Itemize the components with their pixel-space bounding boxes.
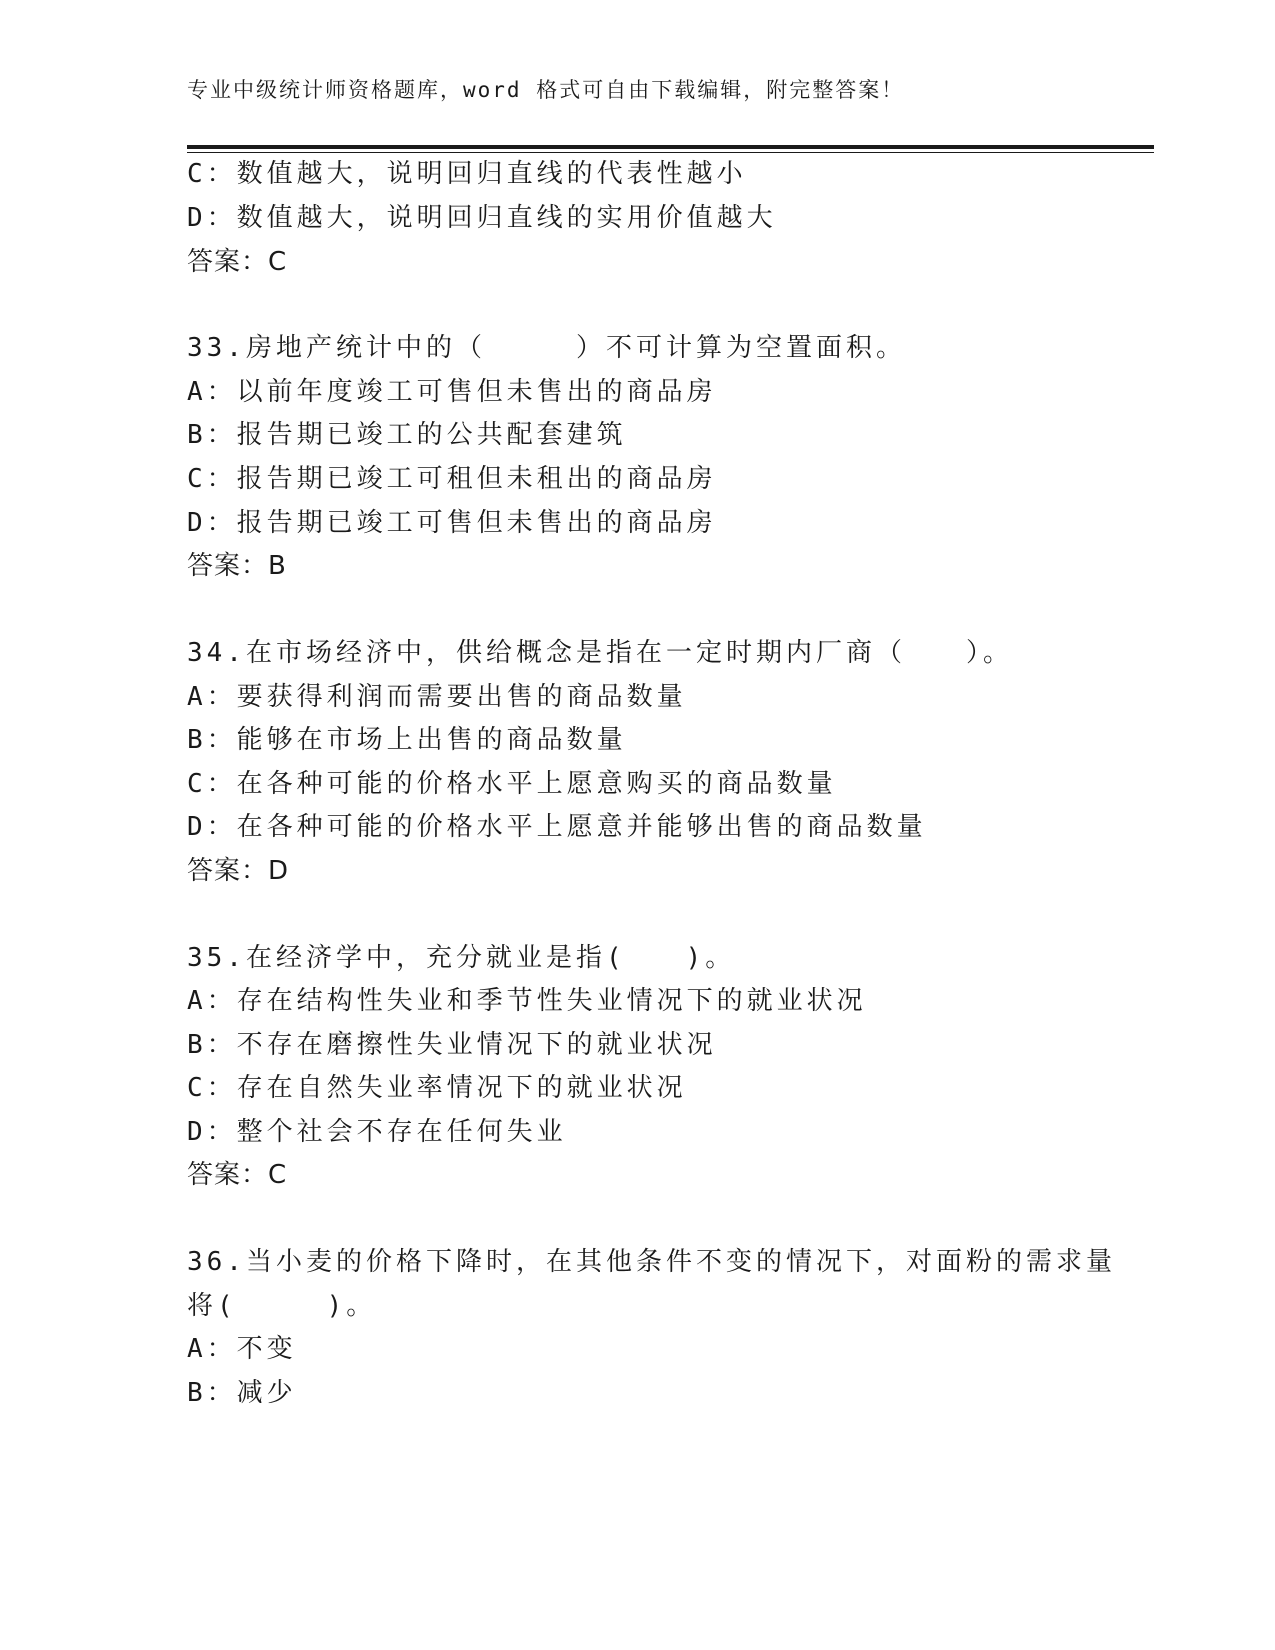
q36-stem-line2: 将( )。 bbox=[187, 1291, 377, 1321]
page-header: 专业中级统计师资格题库，word 格式可自由下载编辑，附完整答案！ bbox=[187, 78, 905, 102]
q35-option-d: D：整个社会不存在任何失业 bbox=[187, 1117, 567, 1147]
header-rule-thin bbox=[187, 152, 1154, 153]
q33-option-a: A：以前年度竣工可售但未售出的商品房 bbox=[187, 377, 717, 407]
q35-option-a: A：存在结构性失业和季节性失业情况下的就业状况 bbox=[187, 986, 867, 1016]
q33-option-d: D：报告期已竣工可售但未售出的商品房 bbox=[187, 508, 717, 538]
q33-option-b: B：报告期已竣工的公共配套建筑 bbox=[187, 420, 627, 450]
q33-option-c: C：报告期已竣工可租但未租出的商品房 bbox=[187, 464, 717, 494]
q34-option-a: A：要获得利润而需要出售的商品数量 bbox=[187, 682, 687, 712]
q33-stem: 33.房地产统计中的（ ）不可计算为空置面积。 bbox=[187, 333, 906, 363]
q34-answer: 答案：D bbox=[187, 856, 290, 886]
q35-answer: 答案：C bbox=[187, 1160, 288, 1190]
q32-answer: 答案：C bbox=[187, 247, 288, 277]
q35-stem: 35.在经济学中，充分就业是指( )。 bbox=[187, 943, 736, 973]
q34-option-b: B：能够在市场上出售的商品数量 bbox=[187, 725, 627, 755]
q32-option-d: D：数值越大，说明回归直线的实用价值越大 bbox=[187, 203, 777, 233]
q35-option-b: B：不存在磨擦性失业情况下的就业状况 bbox=[187, 1030, 717, 1060]
header-rule-thick bbox=[187, 145, 1154, 149]
q34-stem: 34.在市场经济中，供给概念是指在一定时期内厂商（ ）。 bbox=[187, 638, 1013, 668]
q33-answer: 答案：B bbox=[187, 551, 287, 581]
q36-option-b: B：减少 bbox=[187, 1378, 297, 1408]
q34-option-c: C：在各种可能的价格水平上愿意购买的商品数量 bbox=[187, 769, 837, 799]
q32-option-c: C：数值越大，说明回归直线的代表性越小 bbox=[187, 159, 747, 189]
q36-stem-line1: 36.当小麦的价格下降时，在其他条件不变的情况下，对面粉的需求量 bbox=[187, 1247, 1116, 1277]
q35-option-c: C：存在自然失业率情况下的就业状况 bbox=[187, 1073, 687, 1103]
q36-option-a: A：不变 bbox=[187, 1334, 297, 1364]
q34-option-d: D：在各种可能的价格水平上愿意并能够出售的商品数量 bbox=[187, 812, 927, 842]
